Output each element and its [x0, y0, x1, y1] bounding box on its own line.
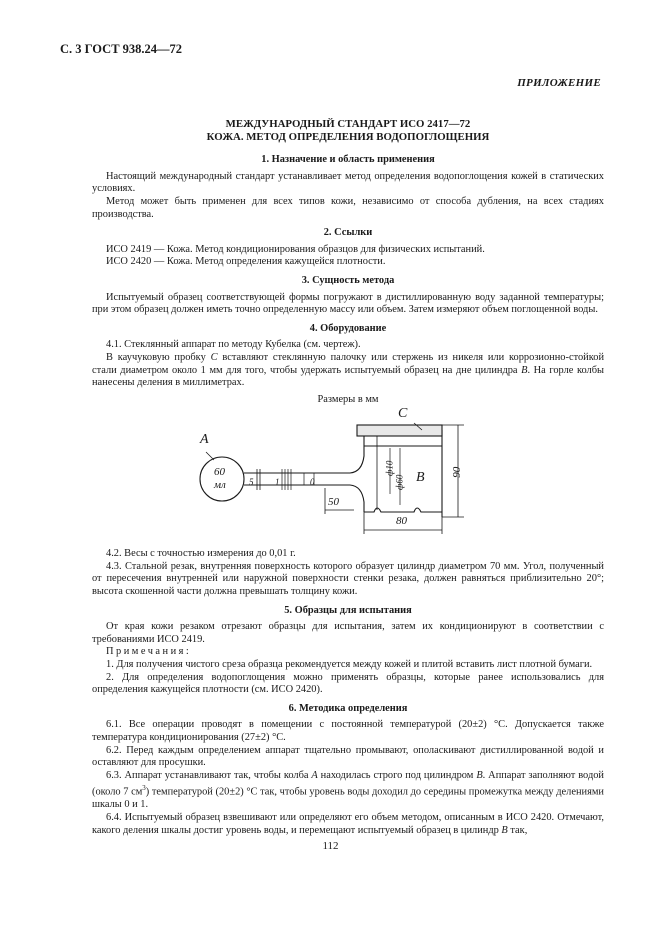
note: 1. Для получения чистого среза образца рекомендуется между кожей и плитой вставить лист плотной бумаги. [106, 659, 593, 671]
section-6-heading: 6. Методика определения [288, 702, 408, 714]
paragraph: Испытуемый образец соответствующей формы погружают в дистиллированную воду заданной температуры; при этом образец должен иметь точно определенную массу или объем. Затем измеряют объем поглощенной воды. [92, 291, 604, 316]
notes-heading: Примечания: [106, 646, 192, 658]
paragraph: 6.3. Аппарат устанавливают так, чтобы колба A находилась строго под цилиндром B. Аппарат заполняют водой (около 7 $см^3$) температурой (20±2) °С так, чтобы уровень воды доходил до середины промежутка между делениями шкалы 0 и 1. [92, 769, 604, 811]
paragraph: Настоящий международный стандарт устанавливает метод определения водопоглощения кожей в статических условиях. [92, 170, 604, 195]
paragraph: Метод может быть применен для всех типов кожи, независимо от способа дубления, на всех стадиях производства. [92, 195, 604, 220]
label-b: B [416, 470, 425, 486]
flask-volume: 60 [214, 466, 225, 479]
dimension-90: 90 [451, 467, 464, 479]
note: 2. Для определения водопоглощения можно применять образцы, которые ранее использовались для определения кажущейся плотности (см. ИСО 2420). [92, 671, 604, 696]
paragraph: От края кожи резаком отрезают образцы для испытания, затем их кондиционируют в соответствии с требованиями ИСО 2419. [92, 621, 604, 645]
dimensions-note: Размеры в мм [317, 393, 379, 405]
page-number: 112 [322, 840, 339, 852]
section-1-heading: 1. Назначение и область применения [261, 154, 435, 166]
dimension-d60: ф60 [394, 474, 405, 491]
title-line-1: МЕЖДУНАРОДНЫЙ СТАНДАРТ ИСО 2417—72 [225, 118, 471, 130]
page-header: С. 3 ГОСТ 938.24—72 [60, 42, 183, 56]
paragraph: 6.2. Перед каждым определением аппарат тщательно промывают, ополаскивают дистиллированной водой и оставляют для просушки. [92, 744, 604, 769]
section-3-heading: 3. Сущность метода [301, 274, 395, 286]
dimension-1: 1 [275, 477, 280, 488]
paragraph: 4.1. Стеклянный аппарат по методу Кубелка (см. чертеж). [106, 339, 361, 351]
paragraph: ИСО 2419 — Кожа. Метод кондиционирования образцов для физических испытаний. [106, 243, 485, 255]
apparatus-drawing [92, 406, 604, 545]
paragraph: 4.2. Весы с точностью измерения до 0,01 г. [106, 548, 296, 560]
section-5-heading: 5. Образцы для испытания [284, 604, 412, 616]
section-2-heading: 2. Ссылки [323, 227, 373, 239]
dimension-5: 5 [249, 477, 254, 488]
dimension-80: 80 [396, 515, 407, 528]
document-body [92, 118, 604, 837]
paragraph: 6.1. Все операции проводят в помещении с постоянной температурой (20±2) °С. Допускается также температура кондиционирования (27±2) °С. [92, 719, 604, 743]
paragraph: 6.4. Испытуемый образец взвешивают или определяют его объем методом, описанным в ИСО 2420. Отмечают, какого деления шкалы достиг уровень воды, и перемещают испытуемый образец в цилиндр B так, [92, 812, 604, 836]
title-line-2: КОЖА. МЕТОД ОПРЕДЕЛЕНИЯ ВОДОПОГЛОЩЕНИЯ [206, 130, 490, 143]
dimension-50: 50 [328, 496, 339, 509]
dimension-0: 0 [310, 477, 315, 488]
label-a: A [200, 432, 209, 448]
paragraph: В каучуковую пробку C вставляют стеклянную палочку или стержень из никеля или коррозионно-стойкой стали диаметром около 1 мм для того, чтобы удержать испытуемый образец на дне цилиндра B. На горле колбы нанесены деления в миллиметрах. [92, 351, 605, 389]
flask-unit: мл [214, 479, 226, 492]
label-c: C [398, 406, 408, 422]
dimension-d10: ф10 [384, 460, 395, 477]
appendix-label: ПРИЛОЖЕНИЕ [517, 77, 601, 89]
document-title [92, 118, 604, 143]
section-4-heading: 4. Оборудование [309, 322, 387, 334]
paragraph: ИСО 2420 — Кожа. Метод определения кажущейся плотности. [106, 256, 386, 268]
paragraph: 4.3. Стальной резак, внутренняя поверхность которого образует цилиндр диаметром 70 мм. Угол, полученный от пересечения внутренней или наружной поверхности стенки резака, должен равняться приблизительно 20°; высота скошенной части должна превышать толщину кожи. [92, 560, 604, 598]
stopper [357, 425, 442, 436]
